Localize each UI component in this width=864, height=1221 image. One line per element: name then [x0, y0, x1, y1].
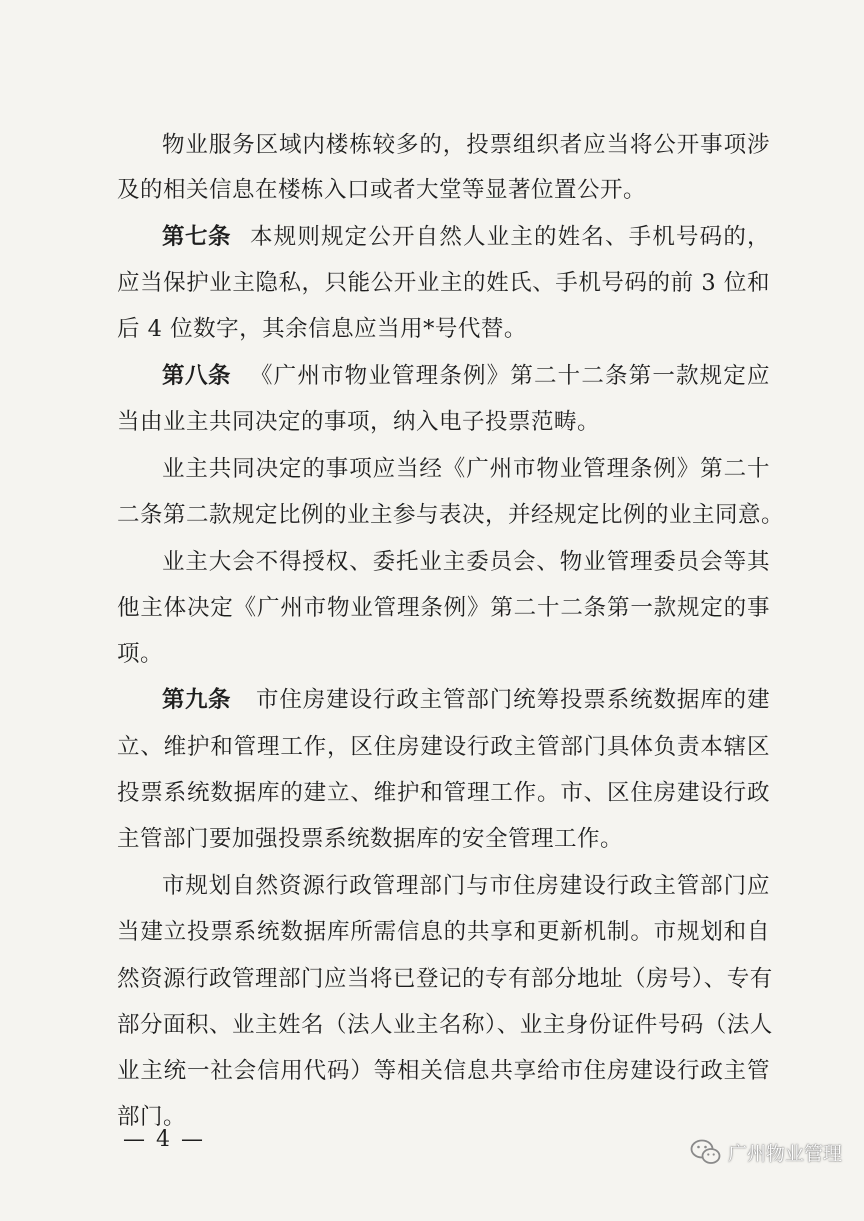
p7-line-4: 部分面积、业主姓名（法人业主名称）、业主身份证件号码（法人 — [117, 1012, 773, 1038]
p5-line-2: 他主体决定《广州市物业管理条例》第二十二条第一款规定的事 — [117, 595, 770, 621]
p7-line-1: 市规划自然资源行政管理部门与市住房建设行政主管部门应 — [162, 873, 770, 899]
article-8-title: 第八条 — [162, 363, 232, 389]
article-9-title: 第九条 — [162, 687, 232, 713]
p6-line-2: 立、维护和管理工作，区住房建设行政主管部门具体负责本辖区 — [117, 734, 770, 760]
p7-line-3: 然资源行政管理部门应当将已登记的专有部分地址（房号）、专有 — [117, 966, 773, 992]
article-7-title: 第七条 — [162, 224, 232, 250]
p6-line-3: 投票系统数据库的建立、维护和管理工作。市、区住房建设行政 — [117, 780, 770, 806]
p6-line-4: 主管部门要加强投票系统数据库的安全管理工作。 — [117, 826, 624, 852]
wechat-icon — [690, 1138, 722, 1166]
wechat-watermark — [690, 1134, 842, 1170]
p1-line-2: 及的相关信息在楼栋入口或者大堂等显著位置公开。 — [117, 177, 647, 203]
p7-line-2: 当建立投票系统数据库所需信息的共享和更新机制。市规划和自 — [117, 919, 770, 945]
p2-line-1: 本规则规定公开自然人业主的姓名、手机号码的， — [250, 224, 770, 250]
p3-line-1: 《广州市物业管理条例》第二十二条第一款规定应 — [250, 363, 770, 389]
p5-line-1: 业主大会不得授权、委托业主委员会、物业管理委员会等其 — [162, 549, 770, 575]
p2-line-3: 后 4 位数字，其余信息应当用*号代替。 — [117, 316, 527, 342]
p7-line-6: 部门。 — [117, 1104, 187, 1130]
page-number: — 4 — — [123, 1127, 205, 1152]
p7-line-5: 业主统一社会信用代码）等相关信息共享给市住房建设行政主管 — [117, 1058, 770, 1084]
p3-line-2: 当由业主共同决定的事项，纳入电子投票范畴。 — [117, 409, 601, 435]
p5-line-3: 项。 — [117, 641, 164, 667]
p4-line-2: 二条第二款规定比例的业主参与表决，并经规定比例的业主同意。 — [117, 502, 785, 528]
watermark-text: 广州物业管理 — [727, 1142, 842, 1165]
p1-line-1: 物业服务区域内楼栋较多的，投票组织者应当将公开事项涉 — [162, 132, 770, 158]
p6-line-1: 市住房建设行政主管部门统筹投票系统数据库的建 — [256, 687, 770, 713]
p4-line-1: 业主共同决定的事项应当经《广州市物业管理条例》第二十 — [162, 456, 770, 482]
p2-line-2: 应当保护业主隐私，只能公开业主的姓氏、手机号码的前 3 位和 — [117, 270, 770, 296]
